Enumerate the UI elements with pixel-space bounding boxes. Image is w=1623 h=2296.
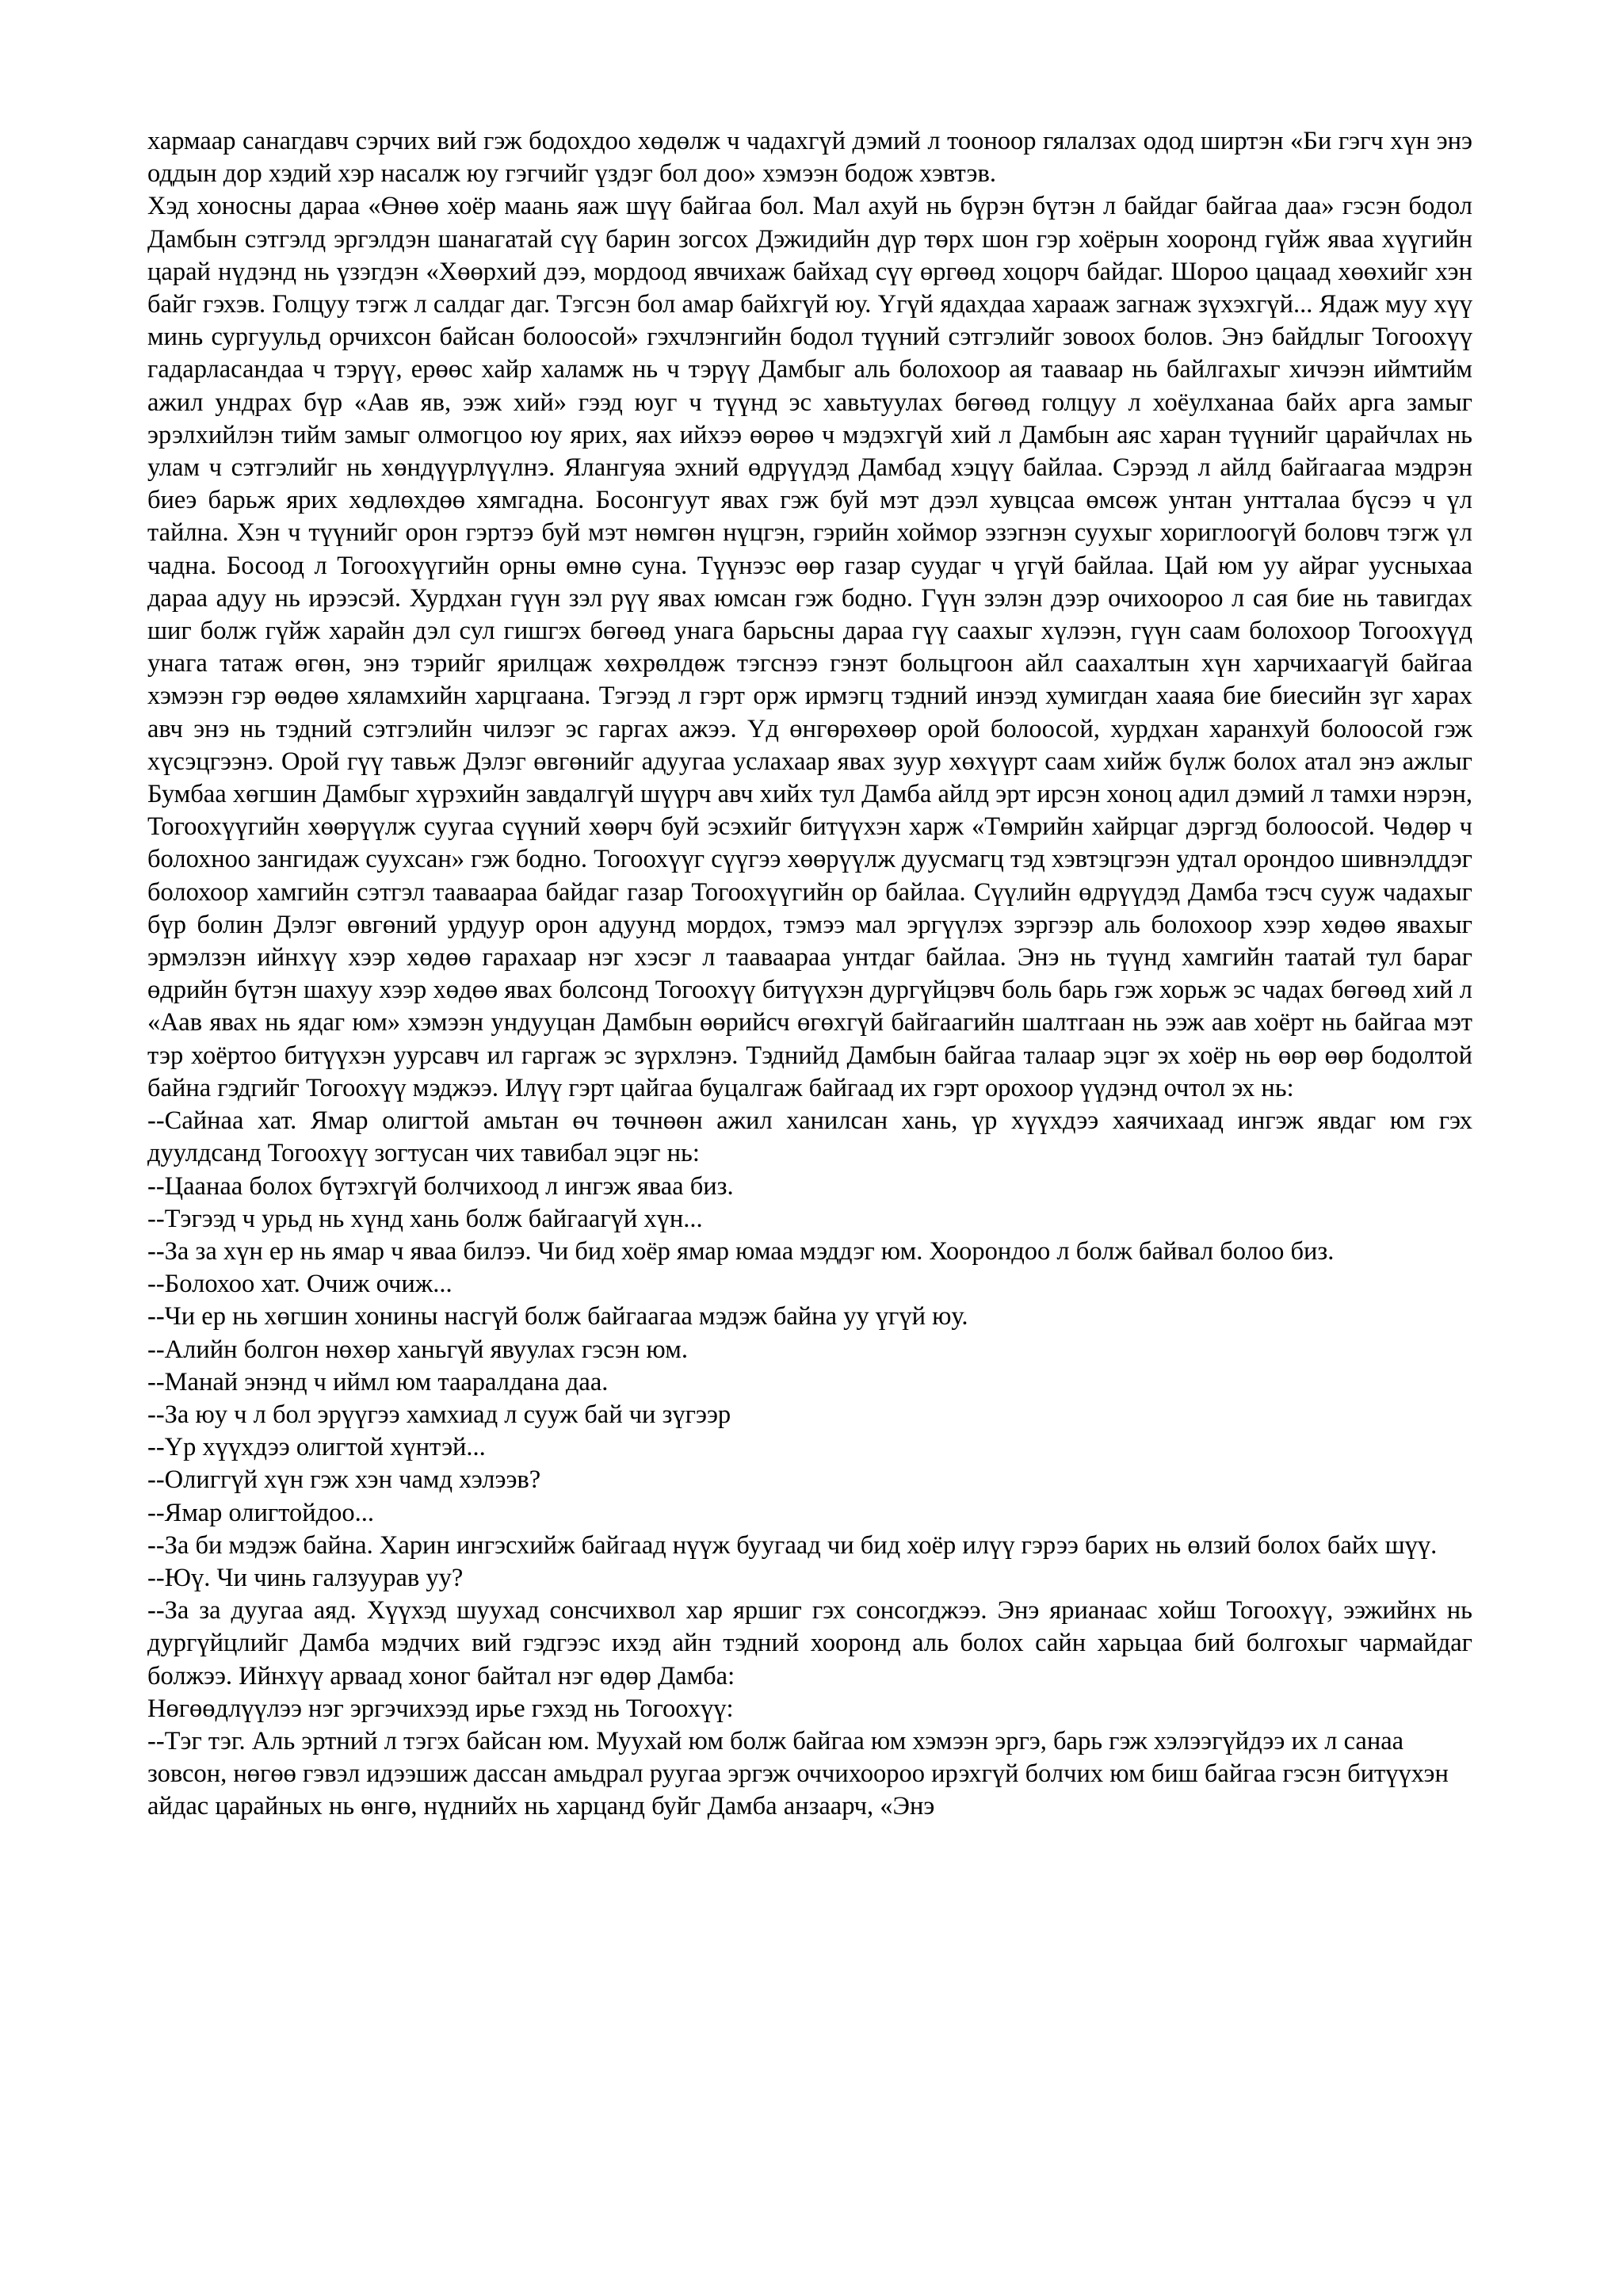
paragraph-3: Нөгөөдлүүлээ нэг эргэчихээд ирье гэхэд нь Тогоохүү: bbox=[147, 1694, 734, 1723]
paragraph-4: --Тэг тэг. Аль эртний л тэгэх байсан юм. Муухай юм болж байгаа юм хэмээн эргэ, барь гэж хэлээгүйдээ их л санаа зовсон, нөгөө гэвэл идээшиж дассан амьдрал руугаа эргэж оччихоороо ирэхгүй болчих юм биш байгаа гэсэн битүүхэн айдас царайных нь өнгө, нүднийх нь харцанд буйг Дамба анзаарч, «Энэ bbox=[147, 1726, 1449, 1821]
dialogue-line-3: --Тэгээд ч урьд нь хүнд хань болж байгаагүй хүн... bbox=[147, 1204, 703, 1233]
dialogue-line-10: --Үр хүүхдээ олигтой хүнтэй... bbox=[147, 1433, 486, 1462]
dialogue-line-9: --За юу ч л бол эрүүгээ хамхиад л сууж бай чи зүгээр bbox=[147, 1400, 731, 1429]
dialogue-line-14: --Юү. Чи чинь галзуурав уу? bbox=[147, 1563, 464, 1592]
paragraph-2: Хэд хоносны дараа «Өнөө хоёр маань яаж шүү байгаа бол. Мал ахуй нь бүрэн бүтэн л байдаг байгаа даа» гэсэн бодол Дамбын сэтгэлд эргэлдэн шанагатай сүү барин зогсох Дэжидийн дүр төрх шон гэр хоёрын хооронд гүйж яваа хүүгийн царай нүдэнд нь үзэгдэн «Хөөрхий дээ, мордоод явчихаж байхад сүү өргөөд хоцорч байдаг. Шороо цацаад хөөхийг хэн байг гэхэв. Голцуу тэгж л салдаг даг. Тэгсэн бол амар байхгүй юу. Үгүй ядахдаа харааж загнаж зүхэхгүй... Ядаж муу хүү минь сургуульд орчихсон байсан болоосой» гэхчлэнгийн бодол түүний сэтгэлийг зовоох болов. Энэ байдлыг Тогоохүү гадарласандаа ч тэрүү, ерөөс хайр халамж нь ч тэрүү Дамбыг аль болохоор ая тааваар нь байлгахыг хичээн иймтийм ажил ундрах бүр «Аав яв, ээж хий» гээд юуг ч түүнд эс хавьтуулах бөгөөд голцуу л хоёулханаа байх арга замыг эрэлхийлэн тийм замыг олмогцоо юу ярих, яах ийхээ өөрөө ч мэдэхгүй хий л Дамбын аяс харан түүнийг царайчлах нь улам ч сэтгэлийг нь хөндүүрлүүлнэ. Ялангуяа эхний өдрүүдэд Дамбад хэцүү байлаа. Сэрээд л айлд байгаагаа мэдрэн биеэ барьж ярих хөдлөхдөө хямгадна. Босонгуут явах гэж буй мэт дээл хувцсаа өмсөж унтан унтталаа бүсээ ч үл тайлна. Хэн ч түүнийг орон гэртээ буй мэт нөмгөн нүцгэн, гэрийн хоймор эзэгнэн суухыг хориглоогүй боловч тэгж үл чадна. Босоод л Тогоохүүгийн орны өмнө суна. Түүнээс өөр газар суудаг ч үгүй байлаа. Цай юм уу айраг уусныхаа дараа адуу нь ирээсэй. Хурдхан гүүн зэл рүү явах юмсан гэж бодно. Гүүн зэлэн дээр очихоороо л сая бие нь тавигдах шиг болж гүйж харайн дэл сул гишгэх бөгөөд унага барьсны дараа гүү саахыг хүлээн, гүүн саам болохоор Тогоохүүд унага татаж өгөн, энэ тэрийг ярилцаж хөхрөлдөж тэгснээ гэнэт больцгоон айл саахалтын хүн харчихаагүй байгаа хэмээн гэр өөдөө хяламхийн харцгаана. Тэгээд л гэрт орж ирмэгц тэдний инээд хумигдан хааяа бие биесийн зүг харах авч энэ нь тэдний сэтгэлийн чилээг эс гаргах ажээ. Үд өнгөрөхөөр орой болоосой, хурдхан харанхуй болоосой гэж хүсэцгээнэ. Орой гүү тавьж Дэлэг өвгөнийг адуугаа услахаар явах зуур хөхүүрт саам хийж бүлж болох атал энэ ажлыг Бумбаа хөгшин Дамбыг хүрэхийн завдалгүй шүүрч авч хийх тул Дамба айлд эрт ирсэн хоноц адил дэмий л тамхи нэрэн, Тогоохүүгийн хөөрүүлж суугаа сүүний хөөрч буй эсэхийг битүүхэн харж «Төмрийн хайрцаг дэргэд болоосой. Чөдөр ч болохноо зангидаж суухсан» гэж бодно. Тогоохүүг сүүгээ хөөрүүлж дуусмагц тэд хэвтэцгээн удтал орондоо шивнэлддэг болохоор хамгийн сэтгэл тааваараа байдаг газар Тогоохүүгийн ор байлаа. Сүүлийн өдрүүдэд Дамба тэсч сууж чадахыг бүр болин Дэлэг өвгөний урдуур орон адуунд мордох, тэмээ мал эргүүлэх зэргээр аль болохоор хээр хөдөө явахыг эрмэлзэн ийнхүү хээр хөдөө гарахаар нэг хэсэг л тааваараа унтдаг байлаа. Энэ нь түүнд хамгийн таатай тул бараг өдрийн бүтэн шахуу хээр хөдөө явах болсонд Тогоохүү битүүхэн дургүйцэвч боль барь гэж хорьж эс чадах бөгөөд хий л «Аав явах нь ядаг юм» хэмээн ундууцан Дамбын өөрийсч өгөхгүй байгаагийн шалтгаан нь ээж аав хоёрт нь байгаа мэт тэр хоёртоо битүүхэн уурсавч ил гаргаж эс зүрхлэнэ. Тэднийд Дамбын байгаа талаар эцэг эх хоёр нь өөр өөр бодолтой байна гэдгийг Тогоохүү мэджээ. Илүү гэрт цайгаа буцалгаж байгаад их гэрт орохоор үүдэнд очтол эх нь: bbox=[147, 192, 1472, 1102]
dialogue-line-5: --Болохоо хат. Очиж очиж... bbox=[147, 1270, 453, 1299]
dialogue-line-12: --Ямар олигтойдоо... bbox=[147, 1498, 375, 1527]
dialogue-line-1: --Сайнаа хат. Ямар олигтой амьтан өч төчнөөн ажил ханилсан хань, үр хүүхдээ хаячихаад ингэж явдаг юм гэх дуулдсанд Тогоохүү зогтусан чих тавибал эцэг нь: bbox=[147, 1106, 1472, 1168]
dialogue-line-6: --Чи ер нь хөгшин хонины насгүй болж байгаагаа мэдэж байна уу үгүй юу. bbox=[147, 1302, 968, 1331]
paragraph-1: хармаар санагдавч сэрчих вий гэж бодохдоо хөдөлж ч чадахгүй дэмий л тооноор гялалзах одод ширтэн «Би гэгч хүн энэ оддын дор хэдий хэр насалж юу гэгчийг үздэг бол доо» хэмээн бодож хэвтэв. bbox=[147, 127, 1472, 189]
dialogue-line-8: --Манай энэнд ч иймл юм тааралдана даа. bbox=[147, 1367, 609, 1396]
dialogue-line-4: --За за хүн ер нь ямар ч яваа билээ. Чи бид хоёр ямар юмаа мэддэг юм. Хоорондоо л болж байвал болоо биз. bbox=[147, 1236, 1335, 1266]
dialogue-line-11: --Олиггүй хүн гэж хэн чамд хэлээв? bbox=[147, 1465, 541, 1495]
dialogue-line-2: --Цаанаа болох бүтэхгүй болчихоод л ингэж яваа биз. bbox=[147, 1171, 734, 1201]
dialogue-line-13: --За би мэдэж байна. Харин ингэсхийж байгаад нүүж буугаад чи бид хоёр илүү гэрээ барих нь өлзий болох байх шүү. bbox=[147, 1530, 1438, 1560]
document-page bbox=[147, 125, 1472, 1824]
dialogue-line-7: --Алийн болгон нөхөр ханьгүй явуулах гэсэн юм. bbox=[147, 1335, 688, 1364]
dialogue-line-15: --За за дуугаа аяд. Хүүхэд шуухад сонсчихвол хар яршиг гэх сонсогджээ. Энэ ярианаас хойш Тогоохүү, ээжийнх нь дургүйцлийг Дамба мэдчих вий гэдгээс ихэд айн тэдний хооронд аль болох сайн харьцаа бий болгохыг чармайдаг болжээ. Ийнхүү арваад хоног байтал нэг өдөр Дамба: bbox=[147, 1596, 1472, 1690]
